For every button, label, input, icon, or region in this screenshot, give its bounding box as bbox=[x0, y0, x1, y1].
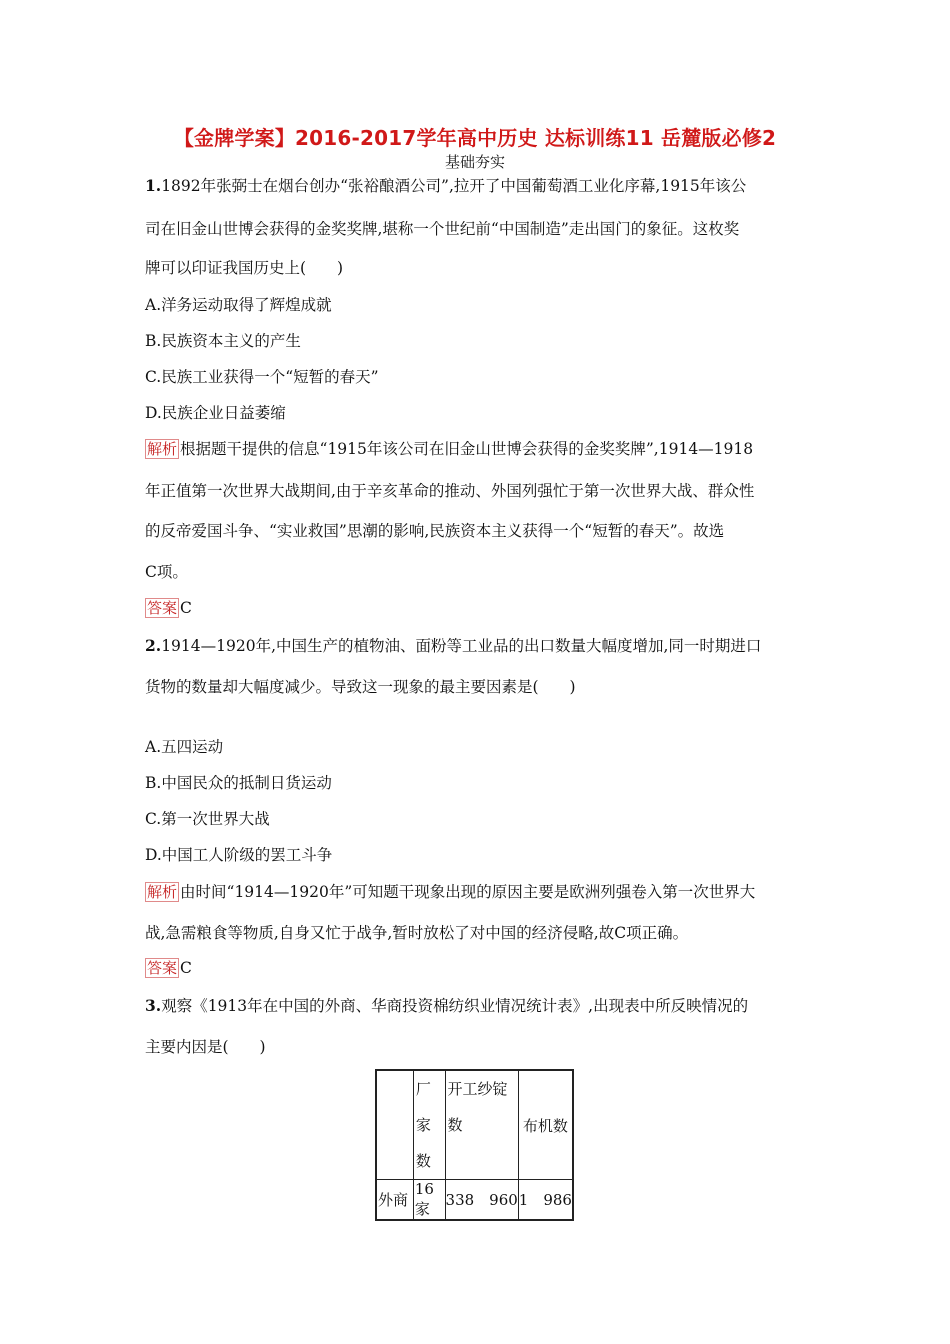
header-text: 开工纱锭数 bbox=[447, 1080, 508, 1134]
table-header-cell bbox=[413, 1070, 445, 1180]
question-stem: 1892年张弼士在烟台创办“张裕酿酒公司”,拉开了中国葡萄酒工业化序幕,1915年该公 bbox=[161, 177, 747, 195]
analysis-tag: 解析 bbox=[147, 440, 178, 458]
question-1-option-a: A.洋务运动取得了辉煌成就 bbox=[145, 296, 332, 314]
question-1-line-3: 牌可以印证我国历史上( ) bbox=[145, 259, 344, 277]
document-title: 【金牌学案】2016-2017学年高中历史 达标训练11 岳麓版必修2 bbox=[173, 126, 777, 150]
question-2-line-1 bbox=[145, 636, 761, 656]
table-header-cell bbox=[376, 1070, 413, 1180]
question-stem: 1914—1920年,中国生产的植物油、面粉等工业品的出口数量大幅度增加,同一时期进口 bbox=[161, 637, 762, 655]
answer-tag: 答案 bbox=[147, 599, 178, 617]
question-2-option-a: A.五四运动 bbox=[145, 738, 224, 756]
question-1-line-2: 司在旧金山世博会获得的金奖奖牌,堪称一个世纪前“中国制造”走出国门的象征。这枚奖 bbox=[145, 220, 740, 238]
table-header-row bbox=[376, 1070, 573, 1180]
answer-value: C bbox=[180, 959, 192, 977]
table-cell: 外商 bbox=[376, 1180, 413, 1221]
question-3-line-1 bbox=[145, 996, 748, 1016]
question-2-option-c: C.第一次世界大战 bbox=[145, 810, 270, 828]
section-heading: 基础夯实 bbox=[444, 153, 505, 171]
analysis-tag: 解析 bbox=[147, 883, 178, 901]
answer-tag: 答案 bbox=[147, 959, 178, 977]
table-header-cell: 布机数 bbox=[518, 1070, 573, 1180]
answer-value: C bbox=[180, 599, 192, 617]
question-stem: 观察《1913年在中国的外商、华商投资棉纺织业情况统计表》,出现表中所反映情况的 bbox=[161, 997, 749, 1015]
analysis-text: 由时间“1914—1920年”可知题干现象出现的原因主要是欧洲列强卷入第一次世界大 bbox=[180, 883, 756, 901]
question-1-option-d: D.民族企业日益萎缩 bbox=[145, 404, 286, 422]
question-2-analysis-line-2: 战,急需粮食等物质,自身又忙于战争,暂时放松了对中国的经济侵略,故C项正确。 bbox=[145, 924, 689, 942]
question-1-analysis-line-1 bbox=[145, 439, 753, 459]
header-text: 厂家数 bbox=[415, 1080, 431, 1170]
question-2-answer bbox=[145, 958, 192, 978]
question-2-option-d: D.中国工人阶级的罢工斗争 bbox=[145, 846, 333, 864]
table-cell: 338 960 bbox=[445, 1180, 518, 1221]
table-header-cell bbox=[445, 1070, 518, 1180]
question-1-line-1 bbox=[145, 176, 746, 196]
question-3-line-2: 主要内因是( ) bbox=[145, 1038, 266, 1056]
question-2-analysis-line-1 bbox=[145, 882, 755, 902]
analysis-text: 根据题干提供的信息“1915年该公司在旧金山世博会获得的金奖奖牌”,1914—1918 bbox=[180, 440, 754, 458]
investment-stats-table bbox=[375, 1069, 574, 1221]
table-cell: 1 986 bbox=[518, 1180, 573, 1221]
question-1-analysis-line-4: C项。 bbox=[145, 563, 188, 581]
question-1-option-b: B.民族资本主义的产生 bbox=[145, 332, 301, 350]
question-1-analysis-line-2: 年正值第一次世界大战期间,由于辛亥革命的推动、外国列强忙于第一次世界大战、群众性 bbox=[145, 482, 755, 500]
question-2-line-2: 货物的数量却大幅度减少。导致这一现象的最主要因素是( ) bbox=[145, 678, 576, 696]
table-cell: 16家 bbox=[413, 1180, 445, 1221]
question-number: 2. bbox=[145, 636, 162, 655]
table-row bbox=[376, 1180, 573, 1221]
question-1-answer bbox=[145, 598, 192, 618]
question-1-option-c: C.民族工业获得一个“短暂的春天” bbox=[145, 368, 379, 386]
question-1-analysis-line-3: 的反帝爱国斗争、“实业救国”思潮的影响,民族资本主义获得一个“短暂的春天”。故选 bbox=[145, 522, 725, 540]
question-number: 1. bbox=[145, 176, 162, 195]
question-number: 3. bbox=[145, 996, 162, 1015]
question-2-option-b: B.中国民众的抵制日货运动 bbox=[145, 774, 332, 792]
